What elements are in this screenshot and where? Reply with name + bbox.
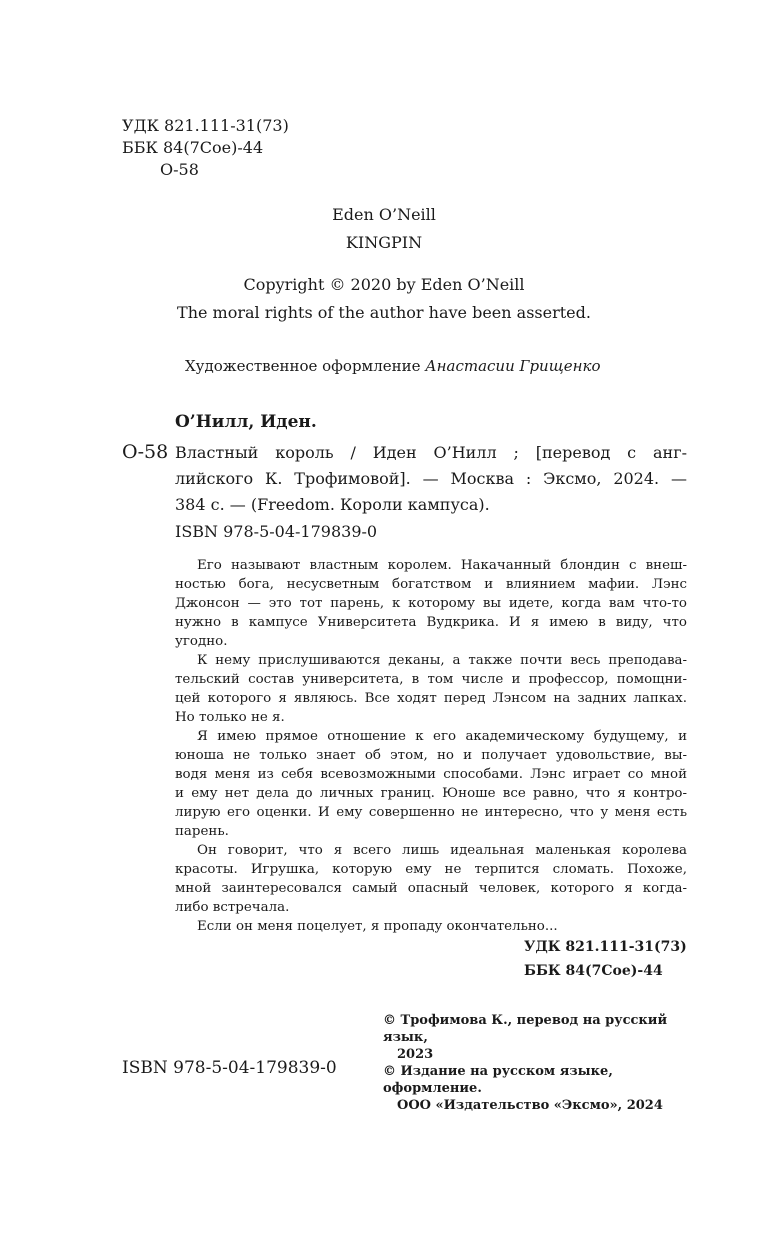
- isbn-record: ISBN 978-5-04-179839-0: [175, 522, 378, 541]
- translation-copyright: © Трофимова К., перевод на русский язык,: [383, 1013, 668, 1045]
- annotation-line: Я имею прямое отношение к его академическому будущему, и: [197, 729, 687, 744]
- annotation-line: водя меня из себя всевозможными способами. Лэнс играет со мной: [175, 767, 687, 782]
- classification-udk: УДК 821.111-31(73): [524, 939, 687, 955]
- isbn-bottom: ISBN 978-5-04-179839-0: [122, 1058, 337, 1078]
- annotation-line: либо встречала.: [175, 900, 290, 915]
- annotation-line: Если он меня поцелует, я пропаду окончательно...: [197, 919, 558, 934]
- bib-line: Властный король / Иден О’Нилл ; [перевод с анг-: [175, 443, 687, 462]
- art-credit-label: Художественное оформление: [185, 357, 421, 375]
- original-author: Eden O’Neill: [332, 205, 436, 224]
- annotation-line: Джонсон — это тот парень, к которому вы идете, когда вам что-то: [175, 596, 687, 611]
- annotation-line: и ему нет дела до личных границ. Юноше все равно, что я контро-: [175, 786, 687, 801]
- annotation-line: ностью бога, несусветным богатством и влиянием мафии. Лэнс: [175, 577, 687, 592]
- edition-copyright: © Издание на русском языке, оформление.: [383, 1064, 613, 1096]
- original-copyright: Copyright © 2020 by Eden O’Neill: [243, 275, 525, 294]
- annotation-line: угодно.: [175, 634, 228, 649]
- copyright-block: [383, 1012, 688, 1114]
- annotation-line: Но только не я.: [175, 710, 285, 725]
- bibliographic-description: [175, 440, 687, 518]
- annotation-line: парень.: [175, 824, 229, 839]
- annotation-line: цей которого я являюсь. Все ходят перед Лэнсом на задних лапках.: [175, 691, 687, 706]
- publisher-line: ООО «Издательство «Эксмо», 2024: [397, 1098, 663, 1113]
- annotation-line: тельский состав университета, в том числе и профессор, помощни-: [175, 672, 687, 687]
- moral-rights: The moral rights of the author have been asserted.: [177, 303, 591, 322]
- udk-code: УДК 821.111-31(73): [122, 116, 289, 135]
- art-credit-artist: Анастасии Грищенко: [425, 357, 601, 375]
- bib-line: 384 с. — (Freedom. Короли кампуса).: [175, 495, 490, 514]
- translation-copyright-year: 2023: [397, 1047, 434, 1062]
- annotation-line: нужно в кампусе Университета Вудкрика. И я имею в виду, что: [175, 615, 687, 630]
- bib-line: лийского К. Трофимовой]. — Москва : Эксмо, 2024. —: [175, 469, 687, 488]
- index-mark: О-58: [122, 441, 169, 463]
- annotation-line: красоты. Игрушка, которую ему не терпится сломать. Похоже,: [175, 862, 687, 877]
- classification-bbk: ББК 84(7Сое)-44: [524, 963, 663, 979]
- annotation: [175, 556, 687, 936]
- original-title: KINGPIN: [345, 233, 423, 252]
- annotation-line: мной заинтересовался самый опасный человек, которого я когда-: [175, 881, 687, 896]
- annotation-line: К нему прислушиваются деканы, а также почти весь преподава-: [197, 653, 687, 668]
- bbk-code: ББК 84(7Сое)-44: [122, 138, 264, 157]
- annotation-line: Он говорит, что я всего лишь идеальная маленькая королева: [197, 843, 687, 858]
- annotation-line: Его называют властным королем. Накачанный блондин с внеш-: [197, 558, 687, 573]
- author-mark: О-58: [160, 160, 199, 179]
- annotation-line: лирую его оценки. И ему совершенно не интересно, что у меня есть: [175, 805, 687, 820]
- art-credit: [185, 357, 600, 375]
- annotation-line: юноша не только знает об этом, но и получает удовольствие, вы-: [175, 748, 687, 763]
- classification-codes: [524, 935, 687, 983]
- author-heading: О’Нилл, Иден.: [175, 412, 317, 432]
